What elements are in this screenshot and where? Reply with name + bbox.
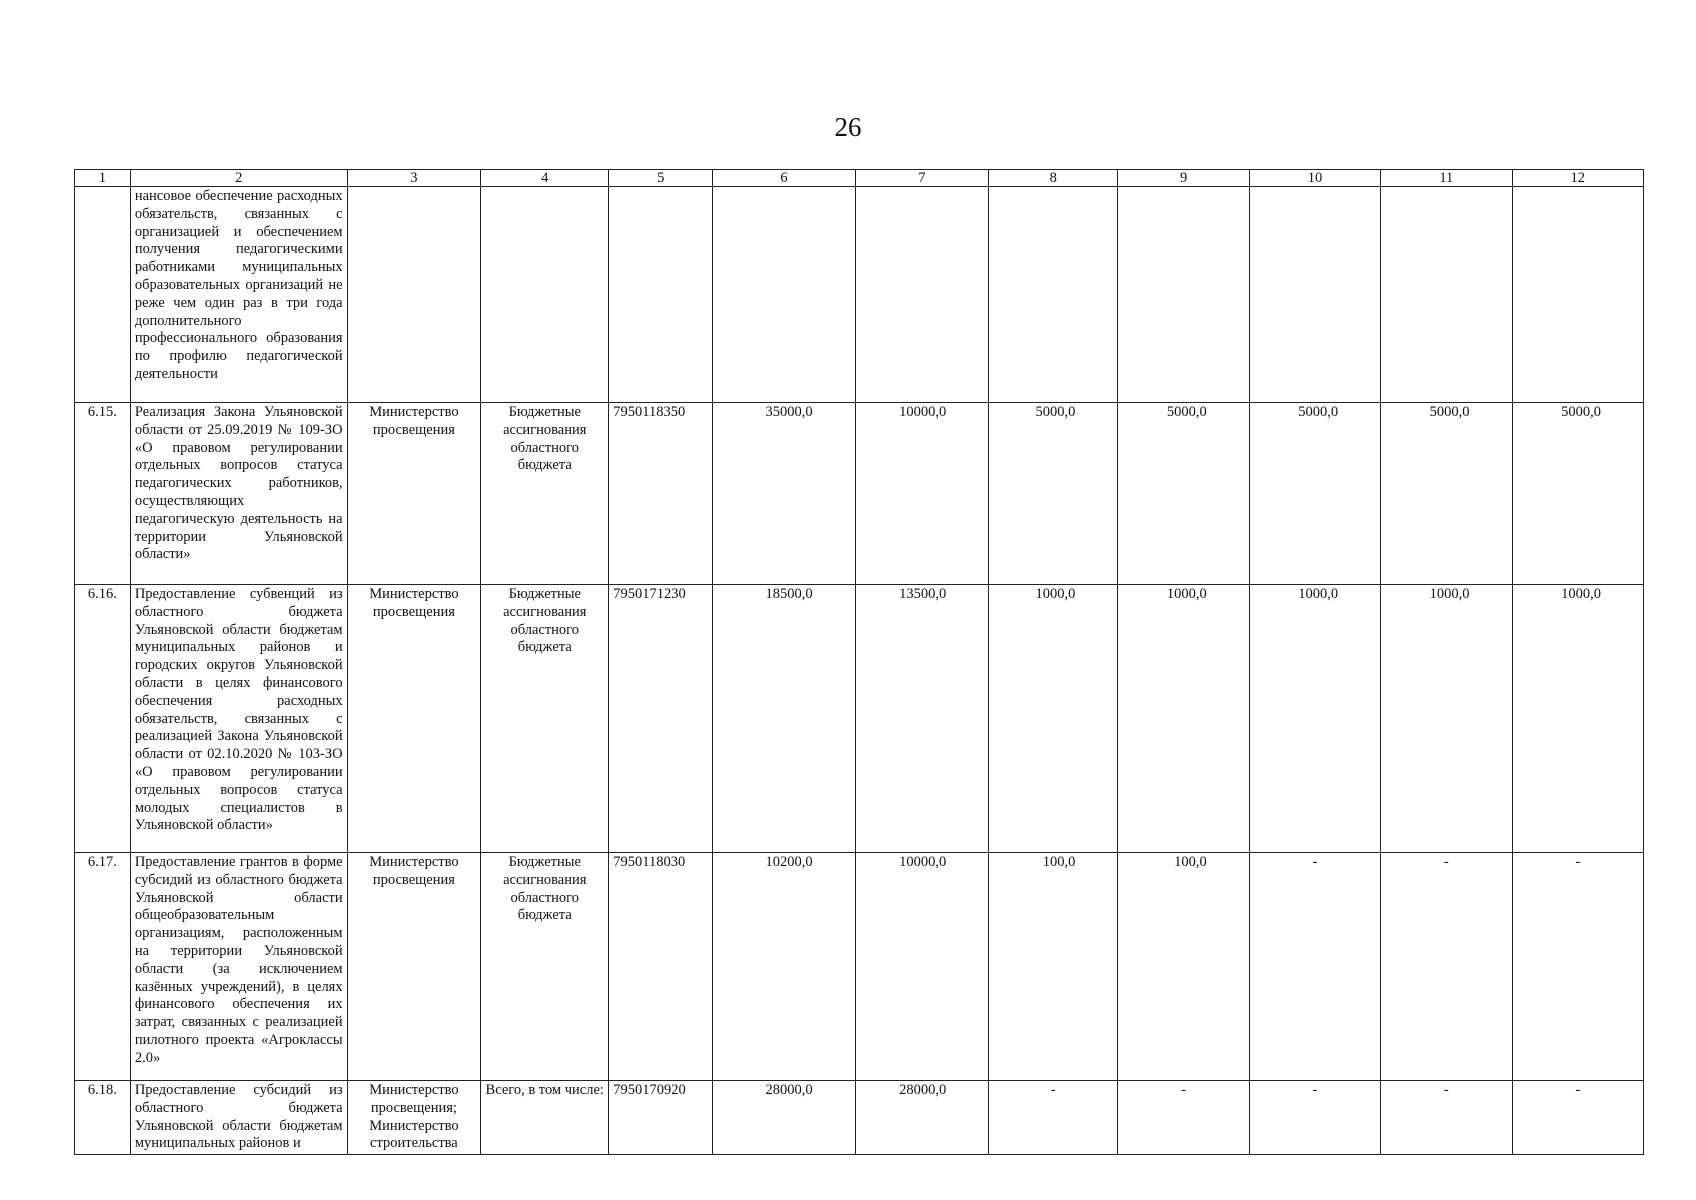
row-value: -	[1512, 1081, 1643, 1155]
column-header: 12	[1512, 170, 1643, 187]
row-value: 100,0	[989, 853, 1118, 1081]
table-header-row	[75, 170, 1644, 187]
page-number: 26	[834, 112, 862, 142]
row-funding-source: Бюджетные ассигнования областного бюджета	[481, 853, 609, 1081]
column-header: 6	[713, 170, 855, 187]
row-value: 10200,0	[713, 853, 855, 1081]
row-budget-code: 7950118030	[609, 853, 713, 1081]
table-row	[75, 853, 1644, 1081]
row-funding-source: Бюджетные ассигнования областного бюджета	[481, 403, 609, 585]
column-header: 8	[989, 170, 1118, 187]
row-value: 28000,0	[713, 1081, 855, 1155]
row-value: 5000,0	[989, 403, 1118, 585]
row-value: 1000,0	[1512, 585, 1643, 853]
row-value: 18500,0	[713, 585, 855, 853]
row-value: -	[1249, 853, 1380, 1081]
row-description: Предоставление грантов в форме субсидий из областного бюджета Ульяновской области общеобразовательным организациям, расположенным на территории Ульяновской области (за исключением казённых учреждений), в целях финансового обеспечения их затрат, связанных с реализацией пилотного проекта «Агроклассы 2.0»	[130, 853, 347, 1081]
row-value: 13500,0	[855, 585, 989, 853]
row-value: -	[1512, 853, 1643, 1081]
row-budget-code: 7950170920	[609, 1081, 713, 1155]
row-value: -	[989, 1081, 1118, 1155]
row-budget-code	[609, 187, 713, 403]
row-description: нансовое обеспечение расходных обязательств, связанных с организацией и обеспечением получения педагогическими работниками муниципальных образовательных организаций не реже чем один раз в три года дополнительного профессионального образования по профилю педагогической деятельности	[130, 187, 347, 403]
row-number	[75, 187, 131, 403]
column-header: 7	[855, 170, 989, 187]
column-header: 10	[1249, 170, 1380, 187]
row-responsible: Министерство просвещения	[347, 585, 481, 853]
row-responsible: Министерство просвещения	[347, 403, 481, 585]
row-value	[1249, 187, 1380, 403]
budget-table	[74, 169, 1644, 1155]
column-header: 5	[609, 170, 713, 187]
column-header: 1	[75, 170, 131, 187]
row-value: -	[1249, 1081, 1380, 1155]
row-number: 6.17.	[75, 853, 131, 1081]
row-value	[1512, 187, 1643, 403]
table-row	[75, 1081, 1644, 1155]
row-description: Предоставление субвенций из областного бюджета Ульяновской области бюджетам муниципальных районов и городских округов Ульяновской области в целях финансового обеспечения расходных обязательств, связанных с реализацией Закона Ульяновской области от 02.10.2020 № 103-ЗО «О правовом регулировании отдельных вопросов статуса молодых специалистов в Ульяновской области»	[130, 585, 347, 853]
row-value: 10000,0	[855, 403, 989, 585]
row-funding-source: Всего, в том числе:	[481, 1081, 609, 1155]
row-value: 5000,0	[1381, 403, 1512, 585]
row-responsible: Министерство просвещения; Министерство строительства	[347, 1081, 481, 1155]
row-responsible	[347, 187, 481, 403]
row-budget-code: 7950118350	[609, 403, 713, 585]
row-value: 5000,0	[1512, 403, 1643, 585]
column-header: 3	[347, 170, 481, 187]
row-value	[855, 187, 989, 403]
column-header: 2	[130, 170, 347, 187]
column-header: 9	[1118, 170, 1249, 187]
row-value	[1381, 187, 1512, 403]
row-number: 6.15.	[75, 403, 131, 585]
row-value: 10000,0	[855, 853, 989, 1081]
row-value: -	[1381, 1081, 1512, 1155]
row-value: 28000,0	[855, 1081, 989, 1155]
column-header: 4	[481, 170, 609, 187]
table-row	[75, 403, 1644, 585]
row-value	[713, 187, 855, 403]
row-value	[1118, 187, 1249, 403]
row-number: 6.16.	[75, 585, 131, 853]
table-row	[75, 585, 1644, 853]
row-number: 6.18.	[75, 1081, 131, 1155]
row-value: 35000,0	[713, 403, 855, 585]
row-description: Предоставление субсидий из областного бюджета Ульяновской области бюджетам муниципальных районов и	[130, 1081, 347, 1155]
row-value: 1000,0	[1381, 585, 1512, 853]
row-funding-source	[481, 187, 609, 403]
row-value: 1000,0	[1118, 585, 1249, 853]
table-row	[75, 187, 1644, 403]
row-value: -	[1118, 1081, 1249, 1155]
row-value	[989, 187, 1118, 403]
row-description: Реализация Закона Ульяновской области от 25.09.2019 № 109-ЗО «О правовом регулировании отдельных вопросов статуса педагогических работников, осуществляющих педагогическую деятельность на территории Ульяновской области»	[130, 403, 347, 585]
row-value: 1000,0	[989, 585, 1118, 853]
row-funding-source: Бюджетные ассигнования областного бюджета	[481, 585, 609, 853]
row-value: 5000,0	[1118, 403, 1249, 585]
row-value: -	[1381, 853, 1512, 1081]
row-value: 100,0	[1118, 853, 1249, 1081]
row-responsible: Министерство просвещения	[347, 853, 481, 1081]
row-value: 1000,0	[1249, 585, 1380, 853]
column-header: 11	[1381, 170, 1512, 187]
row-value: 5000,0	[1249, 403, 1380, 585]
row-budget-code: 7950171230	[609, 585, 713, 853]
